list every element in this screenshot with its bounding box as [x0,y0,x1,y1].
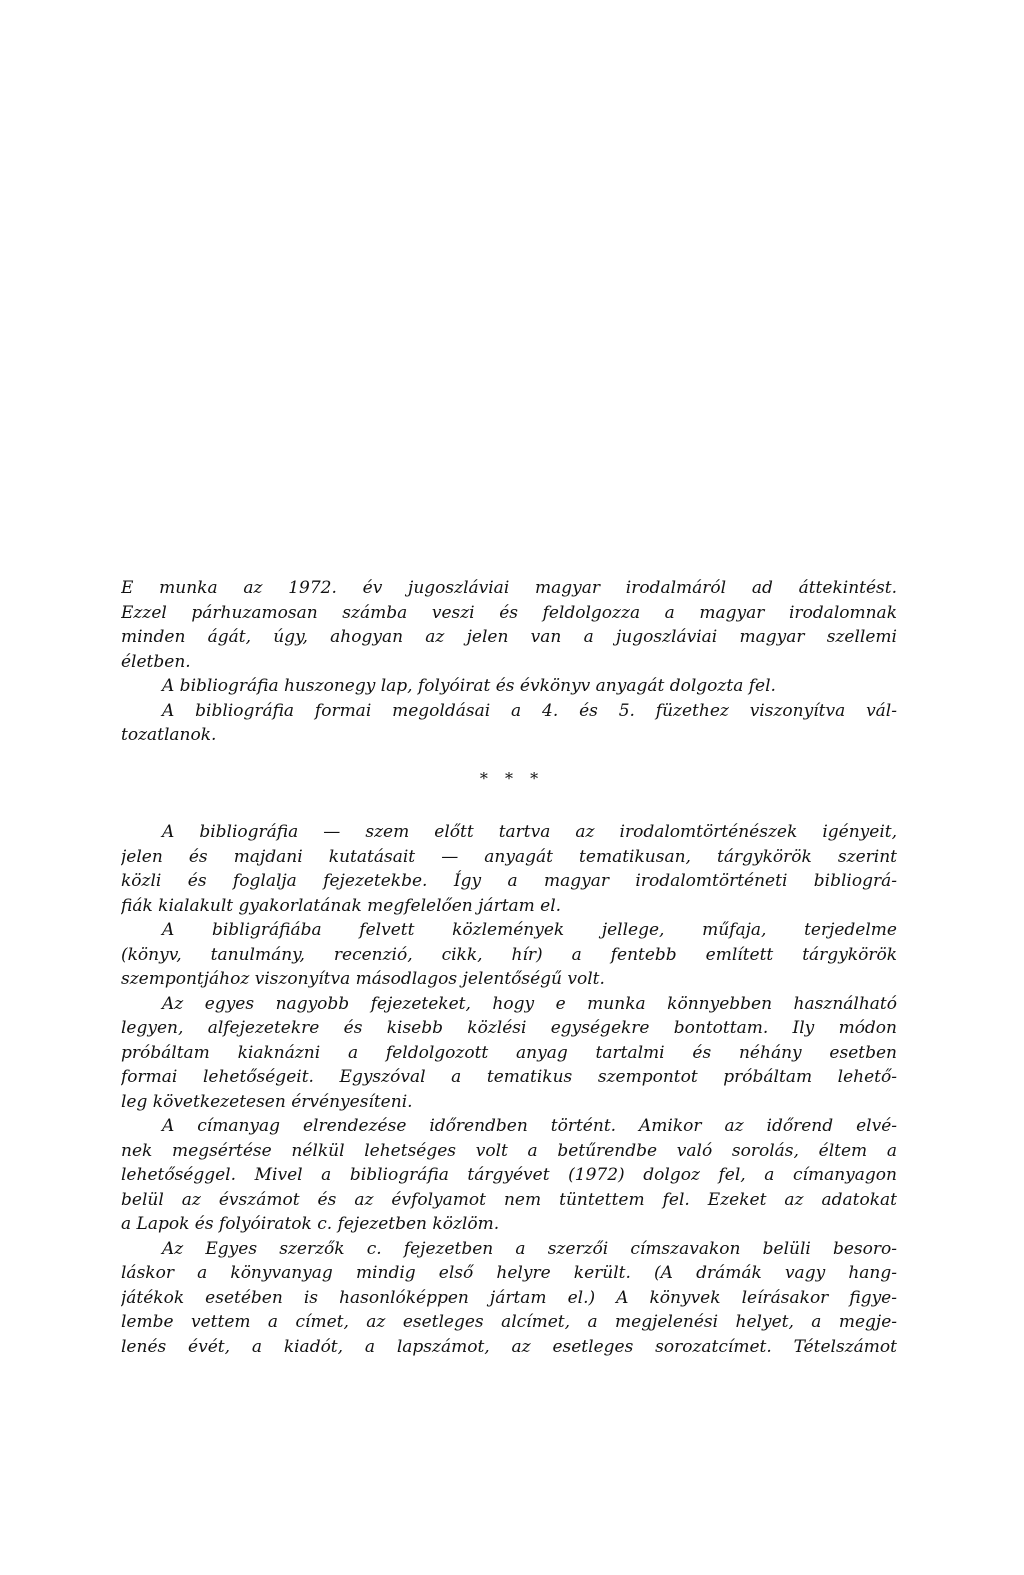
text-line: jelen és majdani kutatásait — anyagát tematikusan, tárgykörök szerint [121,846,897,867]
text-line: láskor a könyvanyag mindig első helyre került. (A drámák vagy hang- [121,1263,897,1283]
text-line: A bibliográfia — szem előtt tartva az irodalomtörténészek igényeit, [162,822,897,842]
text-line: A bibligráfiába felvett közlemények jellege, műfaja, terjedelme [162,920,897,940]
text-line: Ezzel párhuzamosan számba veszi és feldolgozza a magyar irodalomnak [121,602,897,623]
text-line: a Lapok és folyóiratok c. fejezetben közlöm. [121,1214,500,1234]
text-line: fiák kialakult gyakorlatának megfelelően jártam el. [121,895,562,916]
text-line: belül az évszámot és az évfolyamot nem tüntettem fel. Ezeket az adatokat [121,1189,897,1210]
text-line: leg következetesen érvényesíteni. [121,1091,413,1112]
text-line: lembe vettem a címet, az esetleges alcímet, a megjelenési helyet, a megje- [121,1312,897,1332]
text-line: lehetőséggel. Mivel a bibliográfia tárgyévet (1972) dolgoz fel, a címanyagon [121,1165,897,1185]
text-line: E munka az 1972. év jugoszláviai magyar irodalmáról ad áttekintést. [121,578,897,598]
text-line: A bibliográfia formai megoldásai a 4. és 5. füzethez viszonyítva vál- [162,700,897,721]
text-line: A címanyag elrendezése időrendben történt. Amikor az időrend elvé- [162,1116,897,1136]
text-line: próbáltam kiaknázni a feldolgozott anyag tartalmi és néhány esetben [121,1042,897,1063]
intro-section [121,576,897,748]
text-line: életben. [121,651,191,672]
text-line: nek megsértése nélkül lehetséges volt a betűrendbe való sorolás, éltem a [121,1140,897,1161]
text-line: Az Egyes szerzők c. fejezetben a szerzői címszavakon belüli besoro- [162,1238,897,1259]
text-line: (könyv, tanulmány, recenzió, cikk, hír) a fentebb említett tárgykörök [121,944,897,965]
method-section [121,820,897,1359]
text-line: lenés évét, a kiadót, a lapszámot, az esetleges sorozatcímet. Tételszámot [121,1336,897,1357]
text-line: szempontjához viszonyítva másodlagos jelentőségű volt. [121,969,605,989]
text-line: közli és foglalja fejezetekbe. Így a magyar irodalomtörténeti bibliográ- [121,871,897,891]
text-line: játékok esetében is hasonlóképpen jártam el.) A könyvek leírásakor figye- [121,1287,897,1308]
text-line: formai lehetőségeit. Egyszóval a tematikus szempontot próbáltam lehető- [121,1067,897,1087]
text-line: Az egyes nagyobb fejezeteket, hogy e munka könnyebben használható [162,993,897,1014]
text-line: A bibliográfia huszonegy lap, folyóirat és évkönyv anyagát dolgozta fel. [162,676,776,696]
text-line: minden ágát, úgy, ahogyan az jelen van a jugoszláviai magyar szellemi [121,627,897,647]
section-separator: * * * [479,769,545,788]
text-line: legyen, alfejezetekre és kisebb közlési egységekre bontottam. Ily módon [121,1018,897,1038]
text-line: tozatlanok. [121,725,217,745]
